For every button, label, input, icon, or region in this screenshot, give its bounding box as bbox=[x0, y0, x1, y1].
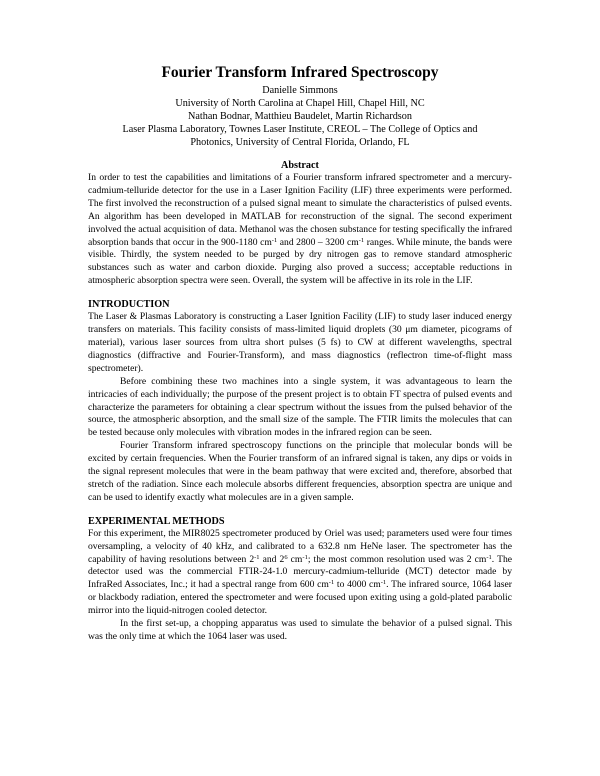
paper-title: Fourier Transform Infrared Spectroscopy bbox=[161, 64, 439, 81]
abstract-text-1: In order to test the capabilities and limitations of a Fourier transform infrared spectrometer and a mercury-cadmium-telluride detector for the use in a Laser Ignition Facility (LIF) three experiments were performed. The first involved the reconstruction of a pulsed signal meant to simulate the characteristics of pulsed events. An algorithm has been developed in MATLAB for reconstruction of the signal. The second experiment involved the actual acquisition of data. Methanol was the chosen substance for testing specifically the infrared absorption bands that occur in the 900-1180 cm bbox=[88, 172, 512, 248]
abstract-text-2: and 2800 – 3200 cm bbox=[277, 236, 359, 248]
abstract-superscript-2: -1 bbox=[358, 236, 365, 244]
methods-superscript-4: -1 bbox=[486, 553, 492, 561]
methods-superscript-5: -1 bbox=[328, 579, 335, 587]
abstract-heading: Abstract bbox=[281, 160, 319, 171]
methods-superscript-2: 6 bbox=[284, 553, 288, 561]
methods-paragraph-2: In the first set-up, a chopping apparatus was used to simulate the behavior of a pulsed signal. This was the only time at which the 1064 laser was used. bbox=[88, 618, 512, 642]
abstract-text-3: ranges. While minute, the bands were visible. Thirdly, the system needed to be purged by dry nitrogen gas to remove standard atmospheric substances such as water and carbon dioxide. Purging also proved a success; acceptable reductions in atmospheric absorption spectra were seen. Overall, the system will be affective in its role in the LIF. bbox=[88, 236, 512, 287]
methods-text-d: ; the most common resolution used was 2 cm bbox=[307, 553, 487, 565]
introduction-paragraph-2: Before combining these two machines into a single system, it was advantageous to learn the intricacies of each individually; the purpose of the present project is to obtain FT spectra of pulsed events and characterize the parameters for obtaining a clear spectrum without the issues from the pulsed behavior of the source, the atmospheric absorption, and the small size of the sample. The FTIR limits the molecules that can be tested because only molecules with vibration modes in the infrared region can be seen. bbox=[88, 375, 512, 439]
methods-paragraph-1 bbox=[88, 528, 512, 618]
methods-text-a: For this experiment, the MIR8025 spectrometer produced by Oriel was used; parameters used were four times oversampling, a velocity of 40 kHz, and calibrated to a 632.8 nm HeNe laser. The spectrometer has the capability of having resolutions between 2 bbox=[88, 527, 512, 565]
author-name: Danielle Simmons bbox=[262, 85, 338, 96]
introduction-paragraph-3: Fourier Transform infrared spectroscopy functions on the principle that molecular bonds will be excited by certain frequencies. When the Fourier transform of an infrared signal is taken, any dips or voids in the signal represent molecules that were in the beam pathway that were excited and, therefore, absorbed that stretch of the radiation. Since each molecule absorbs different frequencies, absorption spectra are unique and can be used to identify exactly what molecules are in a given sample. bbox=[88, 440, 512, 503]
methods-heading: EXPERIMENTAL METHODS bbox=[88, 515, 225, 527]
introduction-paragraph-1: The Laser & Plasmas Laboratory is constructing a Laser Ignition Facility (LIF) to study laser induced energy transfers on materials. This facility consists of mass-limited liquid droplets (30 μm diameter, picograms of material), various laser sources from ultra short pulses (5 fs) to CW at different wavelengths, spectral diagnostics (diffractive and Fourier-Transform), and mass diagnostics (reflectron time-of-flight mass spectrometer). bbox=[88, 311, 512, 374]
methods-text-g: . The infrared source, 1064 laser or blackbody radiation, entered the spectrometer and were focused upon exiting using a gold-plated parabolic mirror into the liquid-nitrogen cooled detector. bbox=[88, 579, 512, 617]
coauthor-names: Nathan Bodnar, Matthieu Baudelet, Martin Richardson bbox=[188, 111, 412, 122]
methods-text-b: and 2 bbox=[259, 553, 285, 565]
coauthor-affiliation-line-1: Laser Plasma Laboratory, Townes Laser Institute, CREOL – The College of Optics and bbox=[122, 124, 478, 135]
methods-superscript-6: -1 bbox=[380, 579, 387, 587]
methods-text-f: to 4000 cm bbox=[334, 579, 381, 591]
abstract-paragraph bbox=[88, 172, 512, 288]
methods-superscript-1: -1 bbox=[254, 553, 260, 561]
paper-page bbox=[88, 64, 512, 644]
introduction-heading: INTRODUCTION bbox=[88, 299, 170, 311]
methods-superscript-3: -1 bbox=[302, 553, 308, 561]
author-affiliation: University of North Carolina at Chapel Hill, Chapel Hill, NC bbox=[175, 98, 425, 109]
coauthor-affiliation-line-2: Photonics, University of Central Florida, Orlando, FL bbox=[190, 137, 410, 148]
methods-text-e: . The detector used was the commercial FTIR-24-1.0 mercury-cadmium-telluride (MCT) detector made by InfraRed Associates, Inc.; it had a spectral range from 600 cm bbox=[88, 553, 513, 591]
abstract-superscript-1: -1 bbox=[271, 236, 278, 244]
methods-text-c: cm bbox=[287, 553, 303, 565]
